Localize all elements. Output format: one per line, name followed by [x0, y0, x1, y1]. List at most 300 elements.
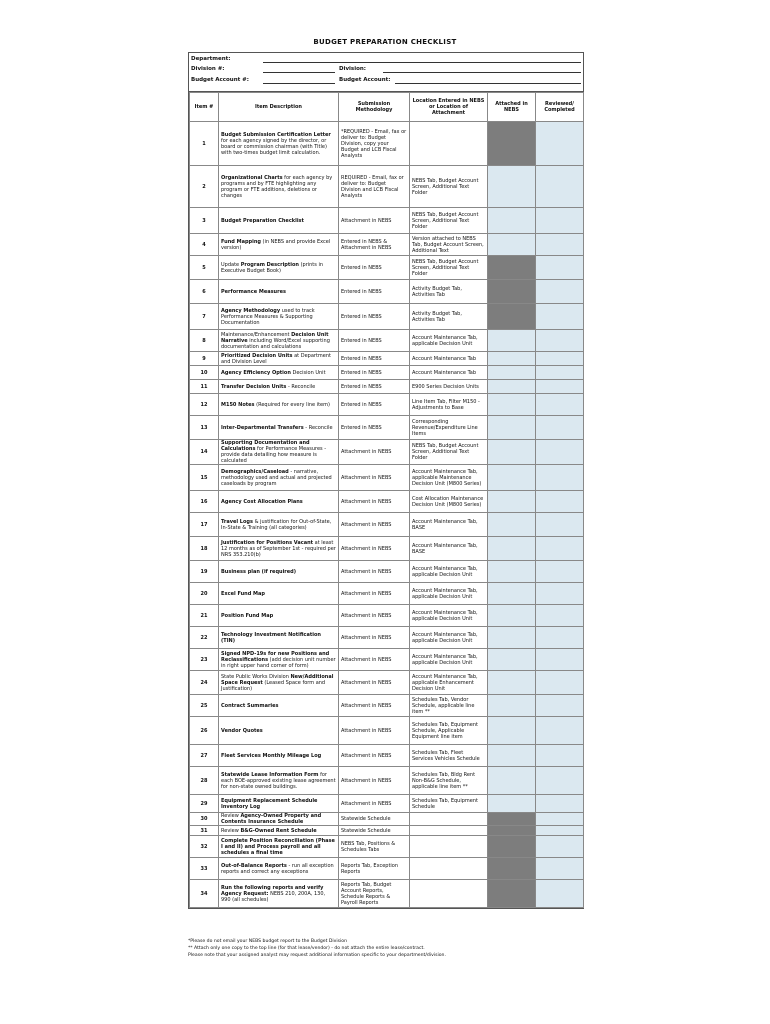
location-entered: Account Maintenance Tab, applicable Decision Unit — [410, 330, 488, 352]
table-row — [190, 880, 584, 908]
item-title: Complete Position Reconciliation (Phase I and II) and Process payroll and all schedules a final time — [221, 837, 335, 856]
item-number: 3 — [190, 208, 219, 234]
submission-method: REQUIRED - Email, fax or deliver to: Budget Division and LCB Fiscal Analysts — [339, 166, 410, 208]
item-number: 8 — [190, 330, 219, 352]
page-title: BUDGET PREPARATION CHECKLIST — [313, 38, 457, 46]
item-detail: Decision Unit — [290, 369, 326, 376]
table-row — [190, 491, 584, 513]
item-title: Performance Measures — [221, 288, 286, 295]
reviewed-checkbox-cell[interactable] — [536, 583, 584, 605]
reviewed-checkbox-cell[interactable] — [536, 491, 584, 513]
reviewed-checkbox-cell[interactable] — [536, 304, 584, 330]
budget-account-field[interactable] — [395, 83, 581, 84]
reviewed-checkbox-cell[interactable] — [536, 836, 584, 858]
item-title: Agency-Owned Property and Contents Insurance Schedule — [221, 813, 322, 825]
item-title: Contract Summaries — [221, 702, 279, 709]
attached-checkbox-cell[interactable] — [488, 330, 536, 352]
item-description — [219, 717, 339, 745]
item-description — [219, 234, 339, 256]
item-number: 19 — [190, 561, 219, 583]
attached-checkbox-cell[interactable] — [488, 465, 536, 491]
reviewed-checkbox-cell[interactable] — [536, 122, 584, 166]
table-row — [190, 826, 584, 836]
submission-method: Attachment in NEBS — [339, 513, 410, 537]
attached-checkbox-cell[interactable] — [488, 795, 536, 813]
item-description — [219, 627, 339, 649]
submission-method: Attachment in NEBS — [339, 671, 410, 695]
attached-checkbox-cell[interactable] — [488, 416, 536, 440]
item-description — [219, 583, 339, 605]
attached-checkbox-cell[interactable] — [488, 695, 536, 717]
submission-method: Entered in NEBS — [339, 256, 410, 280]
location-entered: Corresponding Revenue/Expenditure Line Items — [410, 416, 488, 440]
reviewed-checkbox-cell[interactable] — [536, 627, 584, 649]
item-title: M150 Notes — [221, 401, 255, 408]
item-description — [219, 513, 339, 537]
submission-method: Statewide Schedule — [339, 826, 410, 836]
reviewed-checkbox-cell[interactable] — [536, 813, 584, 826]
reviewed-checkbox-cell[interactable] — [536, 717, 584, 745]
footnote-1: *Please do not email your NEBS budget report to the Budget Division — [188, 939, 348, 944]
item-number: 4 — [190, 234, 219, 256]
item-number: 15 — [190, 465, 219, 491]
location-entered: Account Maintenance Tab, BASE — [410, 513, 488, 537]
footnote-3: Please note that your assigned analyst may request additional information specific to your department/division. — [188, 953, 446, 958]
item-description — [219, 745, 339, 767]
submission-method: Reports Tab, Exception Reports — [339, 858, 410, 880]
reviewed-checkbox-cell[interactable] — [536, 649, 584, 671]
reviewed-checkbox-cell[interactable] — [536, 394, 584, 416]
col-header-method: Submission Methodology — [339, 93, 410, 122]
submission-method: NEBS Tab, Positions & Schedules Tabs — [339, 836, 410, 858]
location-entered: Schedules Tab, Fleet Services Vehicles Schedule — [410, 745, 488, 767]
item-number: 30 — [190, 813, 219, 826]
table-row — [190, 627, 584, 649]
item-number: 26 — [190, 717, 219, 745]
item-number: 23 — [190, 649, 219, 671]
submission-method: Attachment in NEBS — [339, 440, 410, 465]
item-detail: for each agency signed by the director, or board or commission chairman (with Title) with two-times budget limit calculation. — [221, 137, 327, 156]
item-title: Signed NPD-19s for new Positions and Reclassifications — [221, 650, 330, 663]
item-description-prefix: Maintenance/Enhancement — [221, 331, 292, 338]
table-row — [190, 330, 584, 352]
table-row — [190, 208, 584, 234]
division-num-label: Division #: — [191, 66, 225, 72]
item-number: 18 — [190, 537, 219, 561]
item-number: 29 — [190, 795, 219, 813]
table-row — [190, 513, 584, 537]
table-row — [190, 394, 584, 416]
submission-method: Attachment in NEBS — [339, 717, 410, 745]
location-entered: Account Maintenance Tab, applicable Decision Unit — [410, 627, 488, 649]
item-number: 27 — [190, 745, 219, 767]
item-number: 11 — [190, 380, 219, 394]
division-num-field[interactable] — [263, 72, 335, 73]
table-row — [190, 380, 584, 394]
item-title: Inter-Departmental Transfers — [221, 424, 304, 431]
table-row — [190, 671, 584, 695]
item-description — [219, 695, 339, 717]
item-number: 7 — [190, 304, 219, 330]
location-entered — [410, 836, 488, 858]
item-number: 22 — [190, 627, 219, 649]
item-title: Excel Fund Map — [221, 590, 265, 597]
location-entered: NEBS Tab, Budget Account Screen, Additional Text Folder — [410, 166, 488, 208]
location-entered: Account Maintenance Tab, applicable Decision Unit — [410, 583, 488, 605]
reviewed-checkbox-cell[interactable] — [536, 166, 584, 208]
item-description-prefix: Review — [221, 813, 241, 819]
item-detail: for Performance Measures - provide data detailing how measure is calculated — [221, 446, 327, 464]
table-row — [190, 440, 584, 465]
attached-checkbox-cell[interactable] — [488, 394, 536, 416]
attached-checkbox-cell[interactable] — [488, 826, 536, 836]
item-detail: at Department and Division Level — [221, 352, 331, 365]
col-header-reviewed: Reviewed/ Completed — [536, 93, 584, 122]
item-detail: - run all exception reports and correct any exceptions — [221, 862, 334, 875]
table-row — [190, 537, 584, 561]
item-number: 24 — [190, 671, 219, 695]
item-number: 25 — [190, 695, 219, 717]
budget-account-label: Budget Account: — [339, 77, 391, 83]
item-number: 32 — [190, 836, 219, 858]
item-title: Technology Investment Notification (TIN) — [221, 631, 321, 644]
attached-checkbox-cell[interactable] — [488, 440, 536, 465]
attached-checkbox-cell[interactable] — [488, 813, 536, 826]
item-description-prefix: State Public Works Division — [221, 673, 291, 680]
item-description — [219, 491, 339, 513]
item-detail: (add decision unit number in right upper hand corner of form) — [221, 656, 336, 669]
item-description — [219, 561, 339, 583]
item-detail: including Word/Excel supporting documentation and calculations — [221, 337, 330, 350]
reviewed-checkbox-cell[interactable] — [536, 234, 584, 256]
reviewed-checkbox-cell[interactable] — [536, 352, 584, 366]
item-number: 28 — [190, 767, 219, 795]
item-title: Organizational Charts — [221, 174, 283, 181]
reviewed-checkbox-cell[interactable] — [536, 605, 584, 627]
item-detail: & justification for Out-of-State, In-State & Training (all categories) — [221, 518, 332, 531]
item-detail: at least 12 months as of September 1st - required per NRS 353.210(b) — [221, 539, 336, 558]
item-number: 10 — [190, 366, 219, 380]
table-row — [190, 745, 584, 767]
attached-checkbox-cell[interactable] — [488, 537, 536, 561]
attached-checkbox-cell[interactable] — [488, 513, 536, 537]
attached-checkbox-cell[interactable] — [488, 583, 536, 605]
item-title: Budget Submission Certification Letter — [221, 131, 331, 138]
location-entered: Account Maintenance Tab, applicable Decision Unit — [410, 649, 488, 671]
item-title: Program Description — [240, 261, 299, 268]
table-row — [190, 304, 584, 330]
item-title: New/Additional Space Request — [221, 673, 334, 686]
location-entered: NEBS Tab, Budget Account Screen, Additional Text Folder — [410, 440, 488, 465]
submission-method: Attachment in NEBS — [339, 537, 410, 561]
reviewed-checkbox-cell[interactable] — [536, 858, 584, 880]
submission-method: Entered in NEBS — [339, 366, 410, 380]
attached-checkbox-cell[interactable] — [488, 561, 536, 583]
attached-checkbox-cell[interactable] — [488, 717, 536, 745]
attached-checkbox-cell[interactable] — [488, 304, 536, 330]
item-number: 1 — [190, 122, 219, 166]
attached-checkbox-cell[interactable] — [488, 280, 536, 304]
item-number: 17 — [190, 513, 219, 537]
table-row — [190, 280, 584, 304]
location-entered: Schedules Tab, Bldg Rent Non-B&G Schedule, applicable line item ** — [410, 767, 488, 795]
table-row — [190, 695, 584, 717]
department-label: Department: — [191, 56, 231, 62]
attached-checkbox-cell[interactable] — [488, 166, 536, 208]
submission-method: Entered in NEBS — [339, 304, 410, 330]
reviewed-checkbox-cell[interactable] — [536, 561, 584, 583]
attached-checkbox-cell[interactable] — [488, 627, 536, 649]
reviewed-checkbox-cell[interactable] — [536, 671, 584, 695]
location-entered — [410, 122, 488, 166]
attached-checkbox-cell[interactable] — [488, 671, 536, 695]
reviewed-checkbox-cell[interactable] — [536, 280, 584, 304]
table-row — [190, 605, 584, 627]
attached-checkbox-cell[interactable] — [488, 122, 536, 166]
item-number: 16 — [190, 491, 219, 513]
reviewed-checkbox-cell[interactable] — [536, 880, 584, 908]
submission-method: Statewide Schedule — [339, 813, 410, 826]
item-description-prefix: Review — [221, 827, 241, 834]
item-description — [219, 440, 339, 465]
table-row — [190, 122, 584, 166]
item-description — [219, 795, 339, 813]
item-description — [219, 767, 339, 795]
item-description — [219, 122, 339, 166]
item-title: Out-of-Balance Reports — [221, 862, 287, 869]
table-row — [190, 795, 584, 813]
reviewed-checkbox-cell[interactable] — [536, 537, 584, 561]
item-title: Business plan (if required) — [221, 568, 297, 575]
submission-method: Attachment in NEBS — [339, 583, 410, 605]
item-description — [219, 380, 339, 394]
item-description — [219, 605, 339, 627]
item-detail: (Leased Space form and Justification) — [221, 679, 326, 692]
location-entered: Account Maintenance Tab — [410, 352, 488, 366]
location-entered: Schedules Tab, Equipment Schedule, Applicable Equipment line item — [410, 717, 488, 745]
budget-account-num-label: Budget Account #: — [191, 77, 249, 83]
submission-method: Entered in NEBS — [339, 330, 410, 352]
location-entered: Account Maintenance Tab, applicable Decision Unit — [410, 561, 488, 583]
item-description — [219, 394, 339, 416]
location-entered: Account Maintenance Tab — [410, 366, 488, 380]
location-entered: Schedules Tab, Vendor Schedule, applicable line item ** — [410, 695, 488, 717]
submission-method: Entered in NEBS — [339, 380, 410, 394]
checklist-sheet — [188, 52, 584, 909]
reviewed-checkbox-cell[interactable] — [536, 256, 584, 280]
item-title: Prioritized Decision Units — [221, 352, 293, 359]
location-entered: NEBS Tab, Budget Account Screen, Additional Text Folder — [410, 208, 488, 234]
reviewed-checkbox-cell[interactable] — [536, 745, 584, 767]
item-title: Agency Efficiency Option — [221, 369, 291, 376]
attached-checkbox-cell[interactable] — [488, 256, 536, 280]
submission-method: *REQUIRED - Email, fax or deliver to: Budget Division, copy your Budget and LCB Fiscal Analysts — [339, 122, 410, 166]
item-number: 34 — [190, 880, 219, 908]
item-title: Equipment Replacement Schedule Inventory Log — [221, 797, 318, 810]
table-row — [190, 416, 584, 440]
table-row — [190, 366, 584, 380]
submission-method: Attachment in NEBS — [339, 491, 410, 513]
table-row — [190, 649, 584, 671]
attached-checkbox-cell[interactable] — [488, 745, 536, 767]
item-title: Statewide Lease Information Form — [221, 771, 319, 778]
attached-checkbox-cell[interactable] — [488, 767, 536, 795]
col-header-attached: Attached in NEBS — [488, 93, 536, 122]
item-number: 20 — [190, 583, 219, 605]
item-title: Fleet Services Monthly Mileage Log — [221, 752, 322, 759]
item-detail: (prints in Executive Budget Book) — [221, 261, 324, 274]
item-title: Position Fund Map — [221, 612, 274, 619]
item-number: 14 — [190, 440, 219, 465]
budget-account-num-field[interactable] — [263, 83, 335, 84]
item-description — [219, 880, 339, 908]
reviewed-checkbox-cell[interactable] — [536, 513, 584, 537]
item-number: 2 — [190, 166, 219, 208]
item-detail: - narrative, methodology used and actual and projected caseloads by program — [221, 468, 332, 487]
location-entered: NEBS Tab, Budget Account Screen, Additional Text Folder — [410, 256, 488, 280]
item-description — [219, 858, 339, 880]
attached-checkbox-cell[interactable] — [488, 491, 536, 513]
item-number: 21 — [190, 605, 219, 627]
table-row — [190, 352, 584, 366]
division-field[interactable] — [383, 72, 581, 73]
submission-method: Entered in NEBS — [339, 280, 410, 304]
reviewed-checkbox-cell[interactable] — [536, 767, 584, 795]
location-entered: Schedules Tab, Equipment Schedule — [410, 795, 488, 813]
reviewed-checkbox-cell[interactable] — [536, 826, 584, 836]
item-title: Supporting Documentation and Calculations — [221, 440, 310, 452]
item-detail: - Reconcile — [286, 383, 316, 390]
item-detail: used to track Performance Measures & Supporting Documentation — [221, 307, 315, 326]
item-description — [219, 416, 339, 440]
table-row — [190, 234, 584, 256]
attached-checkbox-cell[interactable] — [488, 234, 536, 256]
location-entered — [410, 858, 488, 880]
location-entered: Cost Allocation Maintenance Decision Unit (M800 Series) — [410, 491, 488, 513]
table-row — [190, 583, 584, 605]
col-header-location: Location Entered in NEBS or Location of Attachment — [410, 93, 488, 122]
submission-method: Attachment in NEBS — [339, 795, 410, 813]
item-detail: for each agency by programs and by FTE highlighting any program or FTE additions, deletions or changes — [221, 174, 333, 199]
item-title: Transfer Decision Units — [221, 383, 287, 390]
location-entered: Line Item Tab, Filter M150 - Adjustments to Base — [410, 394, 488, 416]
submission-method: Attachment in NEBS — [339, 605, 410, 627]
submission-method: Attachment in NEBS — [339, 208, 410, 234]
item-title: B&G-Owned Rent Schedule — [240, 827, 317, 834]
item-description — [219, 280, 339, 304]
submission-method: Attachment in NEBS — [339, 561, 410, 583]
location-entered: Activity Budget Tab, Activities Tab — [410, 304, 488, 330]
submission-method: Attachment in NEBS — [339, 627, 410, 649]
item-detail: - Reconcile — [303, 424, 333, 431]
reviewed-checkbox-cell[interactable] — [536, 465, 584, 491]
item-description — [219, 330, 339, 352]
table-row — [190, 166, 584, 208]
location-entered: Version attached to NEBS Tab, Budget Account Screen, Additional Text — [410, 234, 488, 256]
attached-checkbox-cell[interactable] — [488, 208, 536, 234]
reviewed-checkbox-cell[interactable] — [536, 795, 584, 813]
item-description — [219, 465, 339, 491]
submission-method: Attachment in NEBS — [339, 695, 410, 717]
item-description — [219, 166, 339, 208]
table-row — [190, 561, 584, 583]
submission-method: Attachment in NEBS — [339, 745, 410, 767]
item-title: Travel Logs — [221, 518, 253, 525]
item-number: 6 — [190, 280, 219, 304]
footnote-2: ** Attach only one copy to the top line (for that lease/vendor) - do not attach the entire lease/contract. — [188, 946, 425, 951]
footnotes — [188, 938, 588, 959]
attached-checkbox-cell[interactable] — [488, 858, 536, 880]
item-title: Justification for Positions Vacant — [221, 539, 314, 546]
reviewed-checkbox-cell[interactable] — [536, 416, 584, 440]
item-title: Agency Methodology — [221, 307, 281, 314]
reviewed-checkbox-cell[interactable] — [536, 440, 584, 465]
reviewed-checkbox-cell[interactable] — [536, 208, 584, 234]
table-header-row — [190, 93, 584, 122]
item-title: Agency Cost Allocation Plans — [221, 498, 303, 505]
submission-method: Entered in NEBS — [339, 416, 410, 440]
submission-method: Entered in NEBS — [339, 394, 410, 416]
submission-method: Attachment in NEBS — [339, 465, 410, 491]
attached-checkbox-cell[interactable] — [488, 352, 536, 366]
table-row — [190, 465, 584, 491]
table-row — [190, 858, 584, 880]
attached-checkbox-cell[interactable] — [488, 649, 536, 671]
table-row — [190, 767, 584, 795]
reviewed-checkbox-cell[interactable] — [536, 380, 584, 394]
item-detail: NEBS 210, 200A, 130, 990 (all schedules) — [221, 890, 326, 903]
item-title: Run the following reports and verify Agency Request: — [221, 884, 324, 897]
item-title: Vendor Quotes — [221, 727, 263, 734]
reviewed-checkbox-cell[interactable] — [536, 695, 584, 717]
attached-checkbox-cell[interactable] — [488, 605, 536, 627]
item-description — [219, 826, 339, 836]
item-title: Demographics/Caseload — [221, 468, 289, 475]
table-row — [190, 813, 584, 826]
department-field[interactable] — [263, 62, 581, 63]
reviewed-checkbox-cell[interactable] — [536, 366, 584, 380]
item-description — [219, 537, 339, 561]
submission-method: Attachment in NEBS — [339, 767, 410, 795]
location-entered: Account Maintenance Tab, applicable Decision Unit — [410, 605, 488, 627]
item-title: Decision Unit Narrative — [221, 331, 329, 344]
col-header-item: Item # — [190, 93, 219, 122]
item-number: 5 — [190, 256, 219, 280]
item-description — [219, 813, 339, 826]
item-number: 12 — [190, 394, 219, 416]
table-row — [190, 256, 584, 280]
item-description — [219, 208, 339, 234]
location-entered: Account Maintenance Tab, BASE — [410, 537, 488, 561]
attached-checkbox-cell[interactable] — [488, 836, 536, 858]
item-description — [219, 352, 339, 366]
reviewed-checkbox-cell[interactable] — [536, 330, 584, 352]
item-description — [219, 304, 339, 330]
attached-checkbox-cell[interactable] — [488, 366, 536, 380]
checklist-table — [189, 92, 584, 908]
location-entered — [410, 826, 488, 836]
item-title: Fund Mapping — [221, 238, 261, 245]
item-number: 33 — [190, 858, 219, 880]
division-label: Division: — [339, 66, 366, 72]
attached-checkbox-cell[interactable] — [488, 380, 536, 394]
item-number: 9 — [190, 352, 219, 366]
header-info — [189, 53, 583, 92]
table-row — [190, 836, 584, 858]
item-title: Budget Preparation Checklist — [221, 217, 304, 224]
location-entered — [410, 813, 488, 826]
attached-checkbox-cell[interactable] — [488, 880, 536, 908]
